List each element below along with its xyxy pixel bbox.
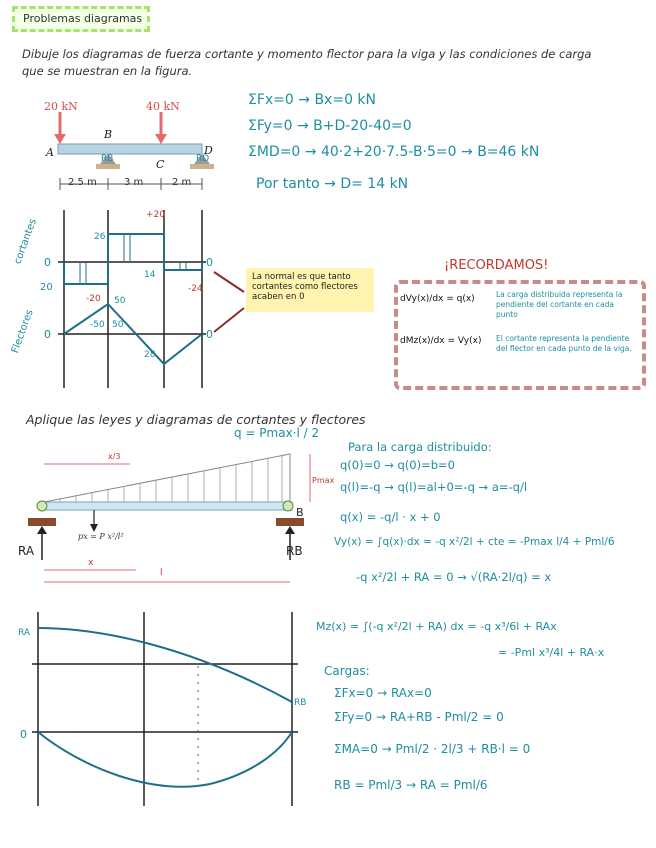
equation-2-3: q(l)=-q → q(l)=al+0=-q → a=-q/l: [340, 480, 528, 494]
l-label: l: [160, 568, 163, 578]
equation-2-11: ΣFy=0 → RA+RB - Pml/2 = 0: [334, 710, 504, 724]
shear-zero-right: 0: [206, 256, 213, 269]
support-d-label: RD: [196, 154, 210, 164]
moment-curve-2: [38, 732, 292, 787]
x-label: x: [88, 558, 94, 568]
equation-2-2: q(0)=0 → q(0)=b=0: [340, 458, 455, 472]
shear-20-label: 20: [40, 282, 53, 293]
rb-label-2: RB: [286, 544, 303, 558]
beam-2: [40, 502, 292, 510]
x3-label: x/3: [108, 452, 121, 461]
moment-minus50-label: -50: [90, 320, 105, 330]
reminder-title: ¡RECORDAMOS!: [444, 258, 549, 273]
shear-50-label: 50: [114, 296, 126, 306]
shear-curve-2: [38, 628, 292, 702]
beam: [58, 144, 202, 154]
shear-curve: [64, 234, 202, 284]
load-label-right: 40 kN: [146, 100, 180, 113]
moment-28-label: 28: [144, 350, 156, 360]
beam-figure-2: [20, 440, 330, 600]
rb-curve-label: RB: [294, 698, 307, 708]
moment-label: Flectores: [9, 308, 36, 355]
equation-2-6: -q x²/2l + RA = 0 → √(RA·2l/q) = x: [356, 570, 552, 584]
equation-1-2: ΣFy=0 → B+D-20-40=0: [248, 118, 412, 134]
load-formula: px = P x²/l²: [78, 532, 124, 541]
shear-zero-label: 0: [44, 256, 51, 269]
shear-plus20-label: +20: [146, 210, 165, 220]
note-arrows: [210, 262, 250, 338]
dim-label-1: 2.5 m: [68, 177, 97, 188]
load-label-left: 20 kN: [44, 100, 78, 113]
note-box: La normal es que tanto cortantes como flectores acaben en 0: [246, 268, 374, 312]
pmax-label: Pmax: [312, 476, 335, 485]
shear-14-label: 14: [144, 270, 156, 280]
moment-zero-label: 0: [44, 328, 51, 341]
diagram-2: [10, 606, 320, 816]
dim-label-2: 3 m: [124, 177, 144, 188]
point-a-label: A: [46, 146, 54, 159]
support-b-2: [276, 518, 304, 526]
moment-zero-right: 0: [206, 328, 213, 341]
equation-2-12: ΣMA=0 → Pml/2 · 2l/3 + RB·l = 0: [334, 742, 531, 756]
moment-zero-2: 0: [20, 728, 27, 741]
distributed-load: [44, 454, 290, 502]
point-b-label: B: [104, 128, 113, 141]
equation-2-1: Para la carga distribuido:: [348, 440, 492, 454]
shear-minus20-label: -20: [86, 294, 101, 304]
task-statement-2: Aplique las leyes y diagramas de cortantes y flectores: [26, 412, 366, 427]
reminder-text-1: La carga distribuida representa la pendiente del cortante en cada punto: [496, 290, 623, 319]
shear-26-label: 26: [94, 232, 106, 242]
equation-2-7: Mz(x) = ∫(-q x²/2l + RA) dx = -q x³/6l + RAx: [316, 620, 557, 633]
equation-2-5: Vy(x) = ∫q(x)·dx = -q x²/2l + cte = -Pmax l/4 + Pml/6: [334, 536, 615, 548]
point-c-label: C: [156, 158, 165, 171]
moment-50-label: 50: [112, 320, 124, 330]
support-a-2: [28, 518, 56, 526]
page-title: Problemas diagramas: [12, 6, 150, 32]
equation-1-1: ΣFx=0 → Bx=0 kN: [248, 92, 377, 108]
task-statement-1: Dibuje los diagramas de fuerza cortante y momento flector para la viga y las condiciones de carga que se muestran en la figura.: [22, 47, 592, 78]
reminder-text-2: El cortante representa la pendiente del flector en cada punto de la viga.: [496, 334, 632, 353]
q-label: q = Pmax·l / 2: [234, 426, 320, 440]
equation-2-10: ΣFx=0 → RAx=0: [334, 686, 432, 700]
reminder-eq-2: dMz(x)/dx = Vy(x): [400, 336, 482, 346]
support-b-label: RB: [101, 154, 114, 164]
equation-2-9: Cargas:: [324, 664, 370, 678]
point-d-label: D: [204, 144, 213, 157]
shear-label: cortantes: [12, 217, 39, 266]
equation-2-8: = -Pml x³/4l + RA·x: [498, 646, 605, 659]
dim-label-3: 2 m: [172, 177, 192, 188]
equation-1-3: ΣMD=0 → 40·2+20·7.5-B·5=0 → B=46 kN: [248, 144, 540, 160]
ra-label-2: RA: [18, 544, 35, 558]
equation-2-4: q(x) = -q/l · x + 0: [340, 510, 441, 524]
shear-minus24-label: -24: [188, 284, 203, 294]
equation-1-4: Por tanto → D= 14 kN: [256, 176, 409, 192]
b-label-2: B: [296, 506, 304, 519]
reminder-eq-1: dVy(x)/dx = q(x): [400, 294, 475, 304]
ra-curve-label: RA: [18, 628, 31, 638]
equation-2-13: RB = Pml/3 → RA = Pml/6: [334, 778, 488, 792]
